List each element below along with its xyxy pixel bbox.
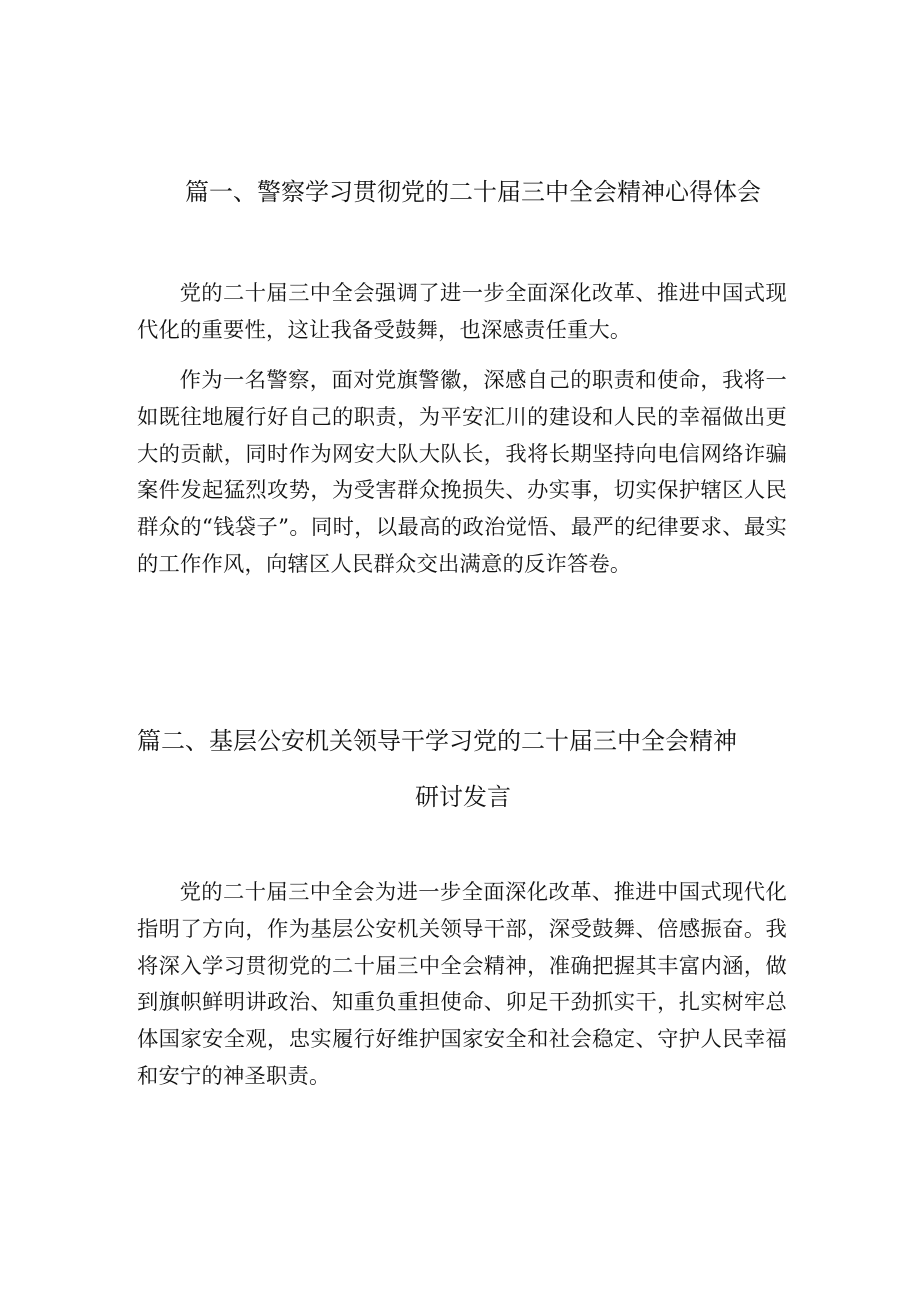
section-1-paragraph-2: 作为一名警察，面对党旗警徽，深感自己的职责和使命，我将一如既往地履行好自己的职责，为平安汇川的建设和人民的幸福做出更大的贡献，同时作为网安大队大队长，我将长期坚持向电信网络诈骗案件发起猛烈攻势，为受害群众挽损失、办实事，切实保护辖区人民群众的“钱袋子”。同时，以最高的政治觉悟、最严的纪律要求、最实的工作作风，向辖区人民群众交出满意的反诈答卷。 — [137, 368, 787, 577]
section-1-title: 篇一、警察学习贯彻党的二十届三中全会精神心得体会 — [185, 178, 761, 206]
section-2-paragraph-1: 党的二十届三中全会为进一步全面深化改革、推进中国式现代化指明了方向，作为基层公安机关领导干部，深受鼓舞、倍感振奋。我将深入学习贯彻党的二十届三中全会精神，准确把握其丰富内涵，做到旗帜鲜明讲政治、知重负重担使命、卯足干劲抓实干，扎实树牢总体国家安全观，忠实履行好维护国家安全和社会稳定、守护人民幸福和安宁的神圣职责。 — [137, 880, 787, 1089]
section-1-paragraph-1: 党的二十届三中全会强调了进一步全面深化改革、推进中国式现代化的重要性，这让我备受鼓舞，也深感责任重大。 — [137, 281, 787, 343]
section-2-title-line-1: 篇二、基层公安机关领导干学习党的二十届三中全会精神 — [137, 727, 737, 755]
section-2-title-line-2: 研讨发言 — [415, 783, 511, 811]
